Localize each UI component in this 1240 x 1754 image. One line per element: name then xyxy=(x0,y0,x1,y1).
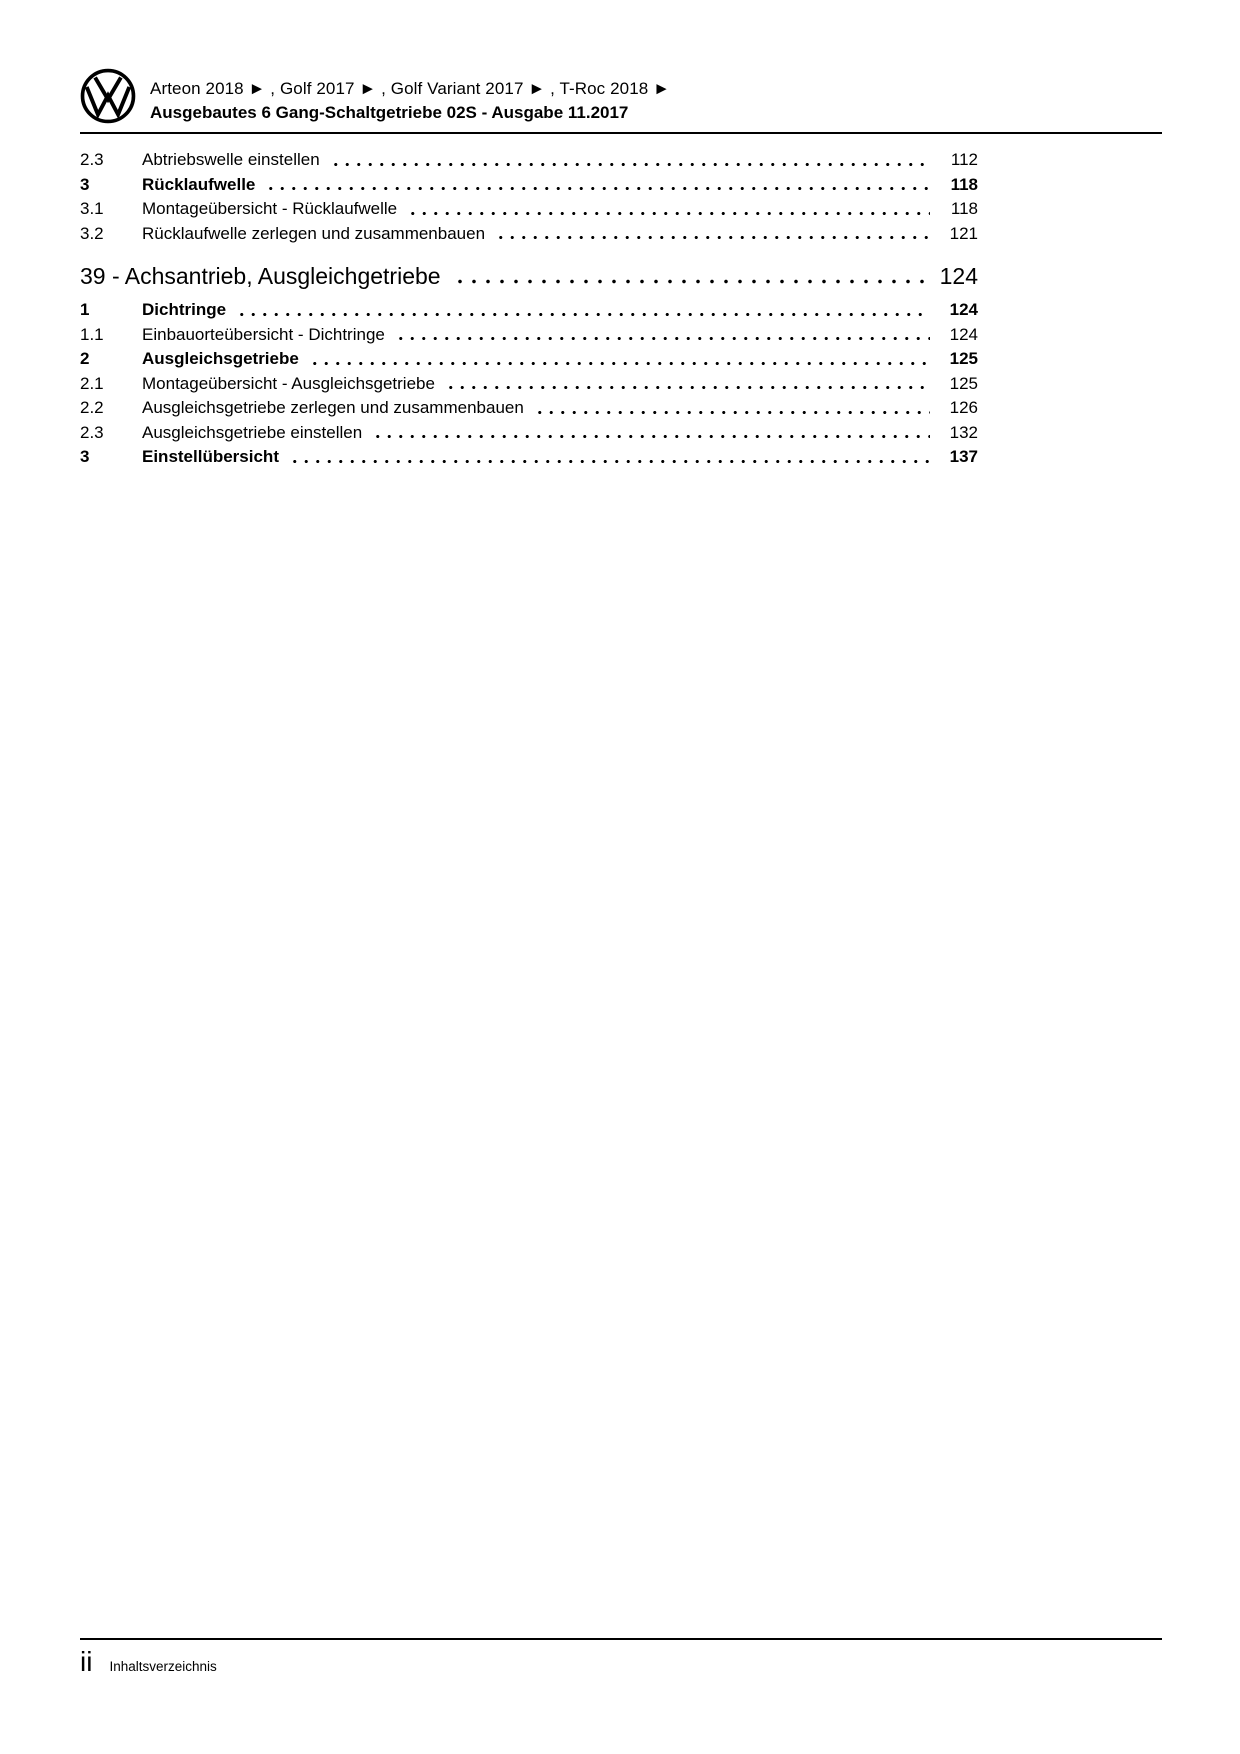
toc-entry-label: Einstellübersicht xyxy=(142,447,279,466)
toc-dot-leader xyxy=(236,310,930,319)
toc-entry[interactable] xyxy=(80,197,978,222)
page-footer xyxy=(80,1646,217,1678)
toc-entry-page: 121 xyxy=(949,223,978,243)
toc-entry[interactable] xyxy=(80,222,978,247)
toc-entry-label: Rücklaufwelle zerlegen und zusammenbauen xyxy=(142,223,486,243)
toc-entry-label: Montageübersicht - Rücklaufwelle xyxy=(142,199,398,218)
toc-dot-leader xyxy=(289,457,930,466)
toc-entry-page: 132 xyxy=(949,422,978,442)
toc-entry-label: Ausgleichsgetriebe zerlegen und zusammenbauen xyxy=(142,398,524,417)
toc-entry-number: 1 xyxy=(80,300,90,319)
toc-entry-number: 2.1 xyxy=(80,373,104,393)
toc-entry-label: 39 - Achsantrieb, Ausgleichgetriebe xyxy=(80,263,441,289)
toc-entry-label: Ausgleichsgetriebe einstellen xyxy=(142,422,363,442)
toc-entry-number: 2 xyxy=(80,349,90,368)
header-text-block xyxy=(150,68,670,125)
toc-dot-leader xyxy=(265,184,930,193)
toc-entry[interactable] xyxy=(80,445,978,470)
toc-entry-label: Abtriebswelle einstellen xyxy=(142,150,320,169)
toc-entry[interactable] xyxy=(80,323,978,348)
toc-entry-page: 124 xyxy=(939,263,978,289)
toc-entry[interactable] xyxy=(80,261,978,292)
toc-entry[interactable] xyxy=(80,372,978,397)
toc-entry-page: 137 xyxy=(949,447,978,466)
toc-dot-leader xyxy=(309,359,930,368)
toc-entry-page: 124 xyxy=(949,324,978,344)
toc-entry-number: 3 xyxy=(80,174,90,194)
toc-entry-page: 112 xyxy=(950,150,978,169)
toc-entry-number: 3.2 xyxy=(80,223,104,243)
toc-entry-label: Montageübersicht - Ausgleichsgetriebe xyxy=(142,373,435,393)
header-model-list: Arteon 2018 ► , Golf 2017 ► , Golf Variant 2017 ► , T-Roc 2018 ► xyxy=(150,79,671,98)
toc-entry-number: 3 xyxy=(80,447,90,466)
toc-entry-page: 118 xyxy=(950,174,978,194)
toc-entry-label: Einbauorteübersicht - Dichtringe xyxy=(142,324,385,344)
toc-entry[interactable] xyxy=(80,421,978,446)
toc-entry-label: Dichtringe xyxy=(142,300,227,319)
vw-logo-icon xyxy=(80,68,136,124)
toc-entry-label: Ausgleichsgetriebe xyxy=(142,349,299,368)
toc-entry-page: 124 xyxy=(949,300,978,319)
toc-entry[interactable] xyxy=(80,396,978,421)
toc-dot-leader xyxy=(495,233,930,242)
toc-dot-leader xyxy=(534,408,930,417)
toc-dot-leader xyxy=(372,432,930,441)
toc-dot-leader xyxy=(407,209,930,218)
toc-entry-number: 2.3 xyxy=(80,150,104,169)
toc-dot-leader xyxy=(330,160,930,169)
toc-dot-leader xyxy=(453,276,928,287)
page-header xyxy=(80,68,1162,125)
footer-page-number: ii xyxy=(80,1646,93,1677)
footer-divider xyxy=(80,1638,1162,1640)
toc-entry-page: 125 xyxy=(949,373,978,393)
toc-dot-leader xyxy=(395,334,930,343)
toc-entry-page: 126 xyxy=(949,398,978,417)
header-subtitle: Ausgebautes 6 Gang-Schaltgetriebe 02S - Ausgabe 11.2017 xyxy=(150,103,629,122)
toc-entry[interactable] xyxy=(80,347,978,372)
toc-entry-number: 3.1 xyxy=(80,199,104,218)
toc-entry-page: 125 xyxy=(949,349,978,368)
toc-entry[interactable] xyxy=(80,173,978,198)
toc-entry-label: Rücklaufwelle xyxy=(142,174,256,194)
toc-entry[interactable] xyxy=(80,298,978,323)
toc-entry-number: 2.2 xyxy=(80,398,104,417)
header-divider xyxy=(80,132,1162,134)
toc-entry-number: 1.1 xyxy=(80,324,104,344)
toc-entry-number: 2.3 xyxy=(80,422,104,442)
toc-dot-leader xyxy=(445,383,930,392)
toc-entry-page: 118 xyxy=(950,199,978,218)
table-of-contents xyxy=(80,148,978,470)
footer-label: Inhaltsverzeichnis xyxy=(109,1659,217,1674)
toc-entry[interactable] xyxy=(80,148,978,173)
